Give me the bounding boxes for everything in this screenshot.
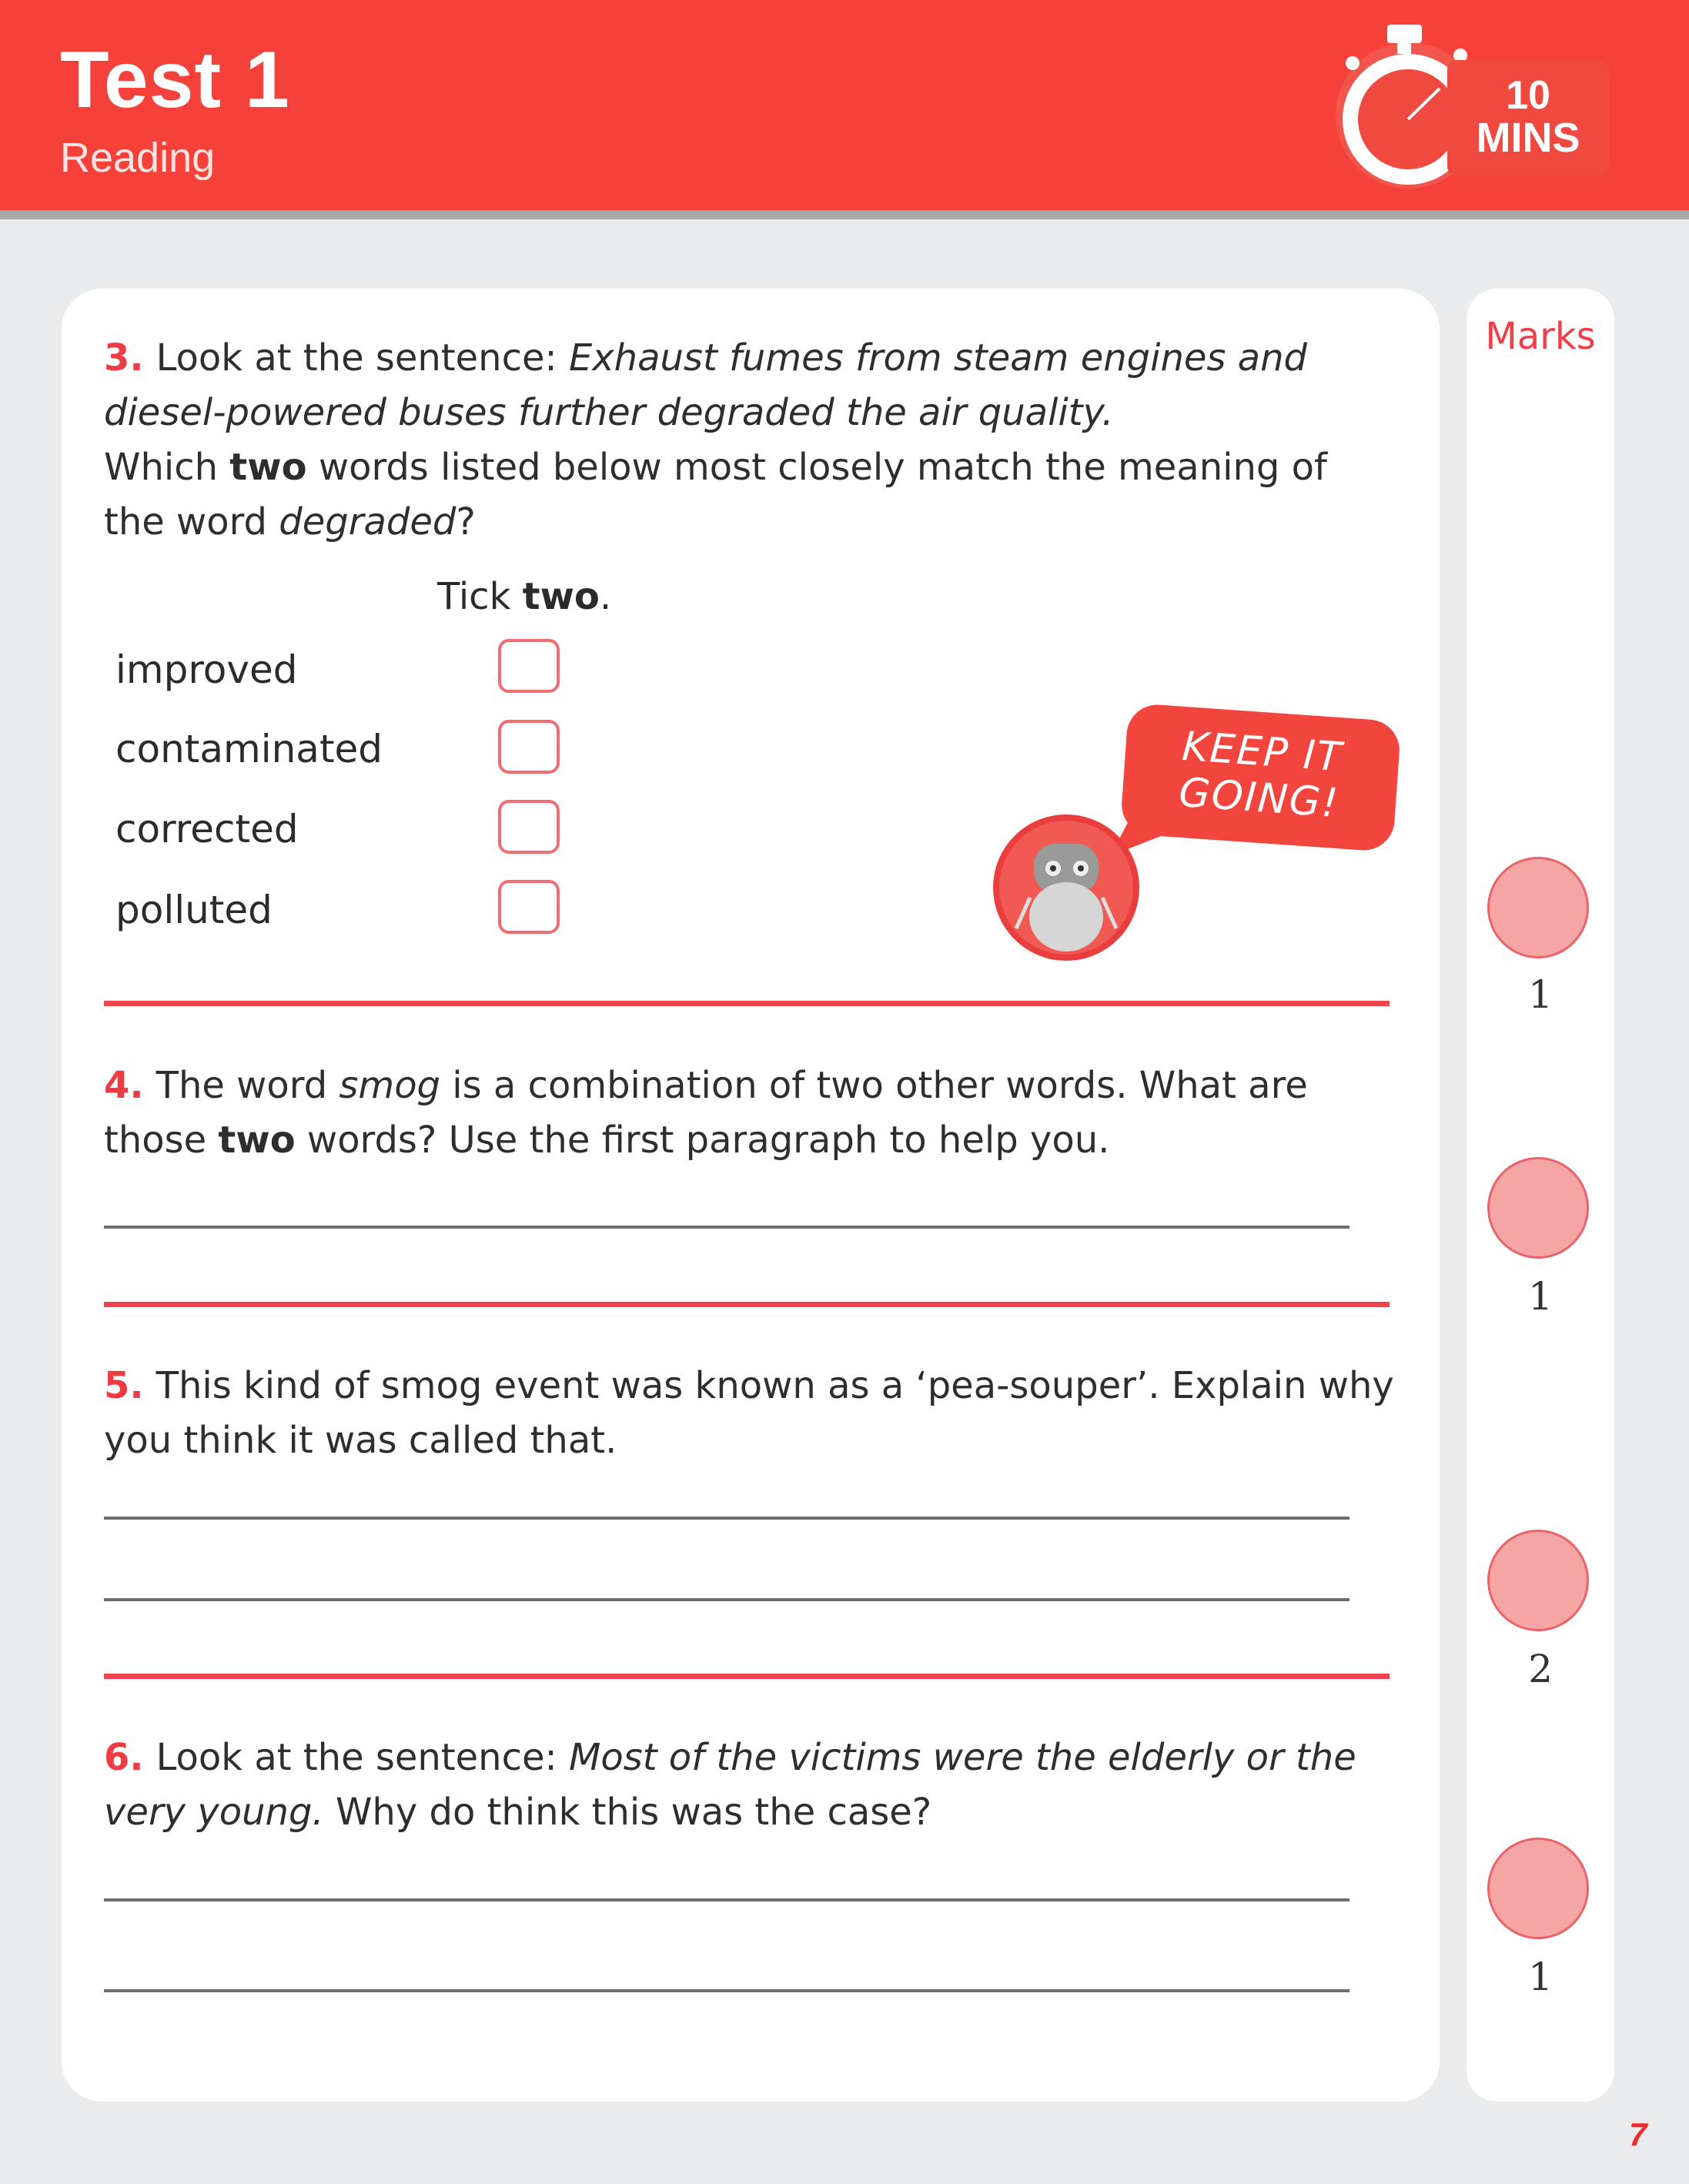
mark-value-q4: 1 (1528, 1274, 1553, 1319)
section-divider (104, 1302, 1390, 1307)
answer-line-q6-2[interactable] (104, 1989, 1350, 1992)
italic-word: smog (339, 1064, 441, 1107)
quoted-sentence: Exhaust fumes from steam engines and diesel-powered buses further degraded the air quality. (104, 336, 1307, 434)
question-text: Which (104, 446, 230, 489)
question-6 (104, 1731, 1397, 1840)
speech-text (1121, 720, 1400, 831)
mark-value-q6: 1 (1528, 1955, 1553, 1999)
speech-line-1: KEEP IT (1180, 723, 1345, 781)
timer-value: 10 (1506, 73, 1550, 118)
question-text: words listed below most closely match the meaning of the word (104, 446, 1327, 543)
question-text: ? (456, 500, 476, 543)
question-text: Look at the sentence: (156, 1736, 569, 1779)
question-number: 6. (104, 1736, 144, 1779)
marks-title: Marks (1485, 315, 1596, 358)
option-label-polluted: polluted (115, 888, 273, 932)
checkbox-corrected[interactable] (498, 800, 560, 854)
question-5 (104, 1359, 1397, 1468)
question-text: is a combination of two other words. What are those (104, 1064, 1308, 1162)
option-label-corrected: corrected (115, 807, 299, 851)
checkbox-polluted[interactable] (498, 880, 560, 934)
robot-mascot-icon (993, 814, 1139, 961)
question-3 (104, 331, 1397, 550)
quoted-sentence: Most of the victims were the elderly or the very young. (104, 1736, 1356, 1834)
mark-circle-q3[interactable] (1487, 857, 1589, 958)
option-label-improved: improved (115, 647, 298, 692)
question-number: 3. (104, 336, 144, 380)
marks-column (1467, 289, 1614, 2102)
question-4 (104, 1059, 1397, 1168)
italic-word: degraded (279, 500, 457, 543)
page-header (0, 0, 1689, 219)
answer-line-q5-1[interactable] (104, 1517, 1350, 1520)
tick-prefix: Tick (437, 575, 523, 618)
mark-value-q3: 1 (1528, 972, 1553, 1017)
speech-line-2: GOING! (1177, 769, 1341, 828)
checkbox-improved[interactable] (498, 639, 560, 693)
emphasis: two (229, 446, 307, 489)
section-divider (104, 1001, 1390, 1006)
question-text: Look at the sentence: (156, 336, 569, 380)
answer-line-q5-2[interactable] (104, 1598, 1350, 1601)
mark-circle-q5[interactable] (1487, 1530, 1589, 1631)
question-text: Why do think this was the case? (323, 1791, 932, 1834)
section-divider (104, 1674, 1390, 1679)
timer-badge (1328, 15, 1613, 192)
question-text: The word (156, 1064, 339, 1107)
mark-circle-q6[interactable] (1487, 1838, 1589, 1939)
tick-instruction (437, 570, 611, 624)
page-title: Test 1 (60, 35, 290, 125)
timer-unit: MINS (1476, 115, 1580, 161)
question-text: words? Use the first paragraph to help you. (295, 1119, 1110, 1162)
emphasis: two (218, 1119, 296, 1162)
option-label-contaminated: contaminated (115, 727, 383, 771)
tick-emphasis: two (522, 575, 600, 618)
page-subtitle: Reading (60, 135, 216, 181)
robot-icon (999, 821, 1133, 955)
mark-value-q5: 2 (1528, 1647, 1553, 1691)
question-number: 5. (104, 1364, 144, 1407)
tick-suffix: . (599, 575, 612, 618)
timer-label (1447, 60, 1609, 176)
answer-line-q4-1[interactable] (104, 1226, 1350, 1229)
question-number: 4. (104, 1064, 144, 1107)
question-text: This kind of smog event was known as a ‘pea-souper’. Explain why you think it was called that. (104, 1364, 1394, 1462)
page-number: 7 (1629, 2116, 1647, 2152)
answer-line-q6-1[interactable] (104, 1898, 1350, 1901)
checkbox-contaminated[interactable] (498, 720, 560, 774)
mark-circle-q4[interactable] (1487, 1157, 1589, 1259)
